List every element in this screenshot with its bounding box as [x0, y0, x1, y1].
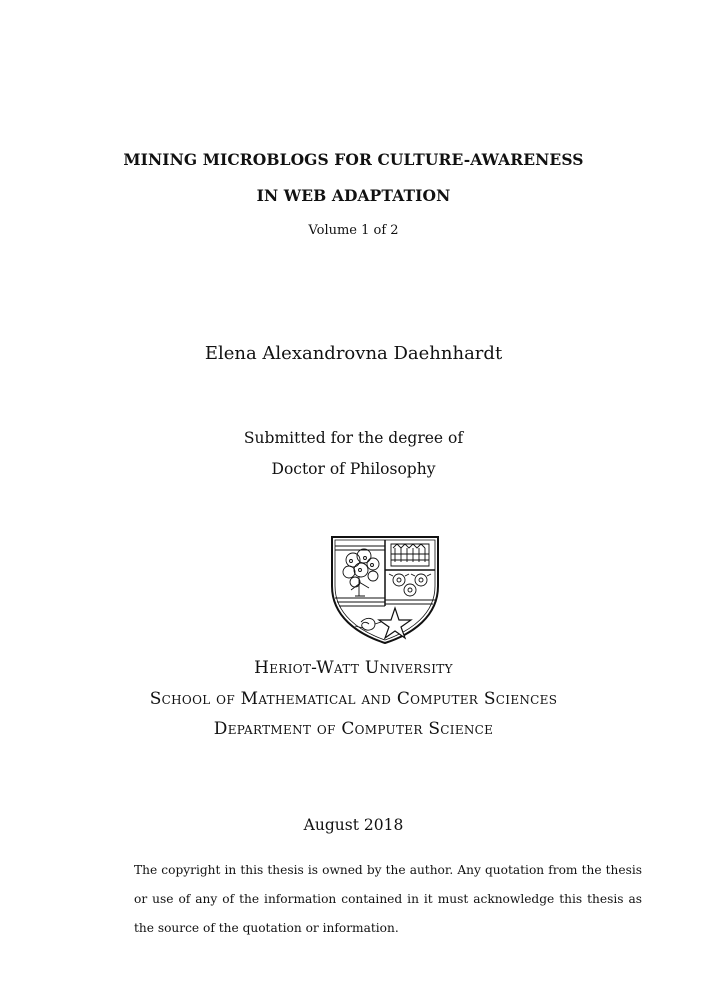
- submission-statement: Submitted for the degree of: [243, 429, 464, 447]
- submission-date: August 2018: [303, 816, 404, 834]
- school-name: School of Mathematical and Computer Sciences: [149, 689, 558, 709]
- volume-label: Volume 1 of 2: [308, 223, 399, 238]
- thesis-title-line-2: IN WEB ADAPTATION: [256, 186, 451, 205]
- degree-name: Doctor of Philosophy: [271, 460, 436, 478]
- author-name: Elena Alexandrovna Daehnhardt: [204, 343, 503, 364]
- university-name: Heriot-Watt University: [254, 658, 453, 678]
- thesis-title-line-1: MINING MICROBLOGS FOR CULTURE-AWARENESS: [123, 150, 584, 169]
- copyright-notice: The copyright in this thesis is owned by the author. Any quotation from the thesis or use of any of the information contained in it must acknowledge this thesis as the source of the quotation or information.: [134, 863, 642, 935]
- heriot-watt-crest-icon: [329, 534, 441, 646]
- department-name: Department of Computer Science: [213, 719, 494, 739]
